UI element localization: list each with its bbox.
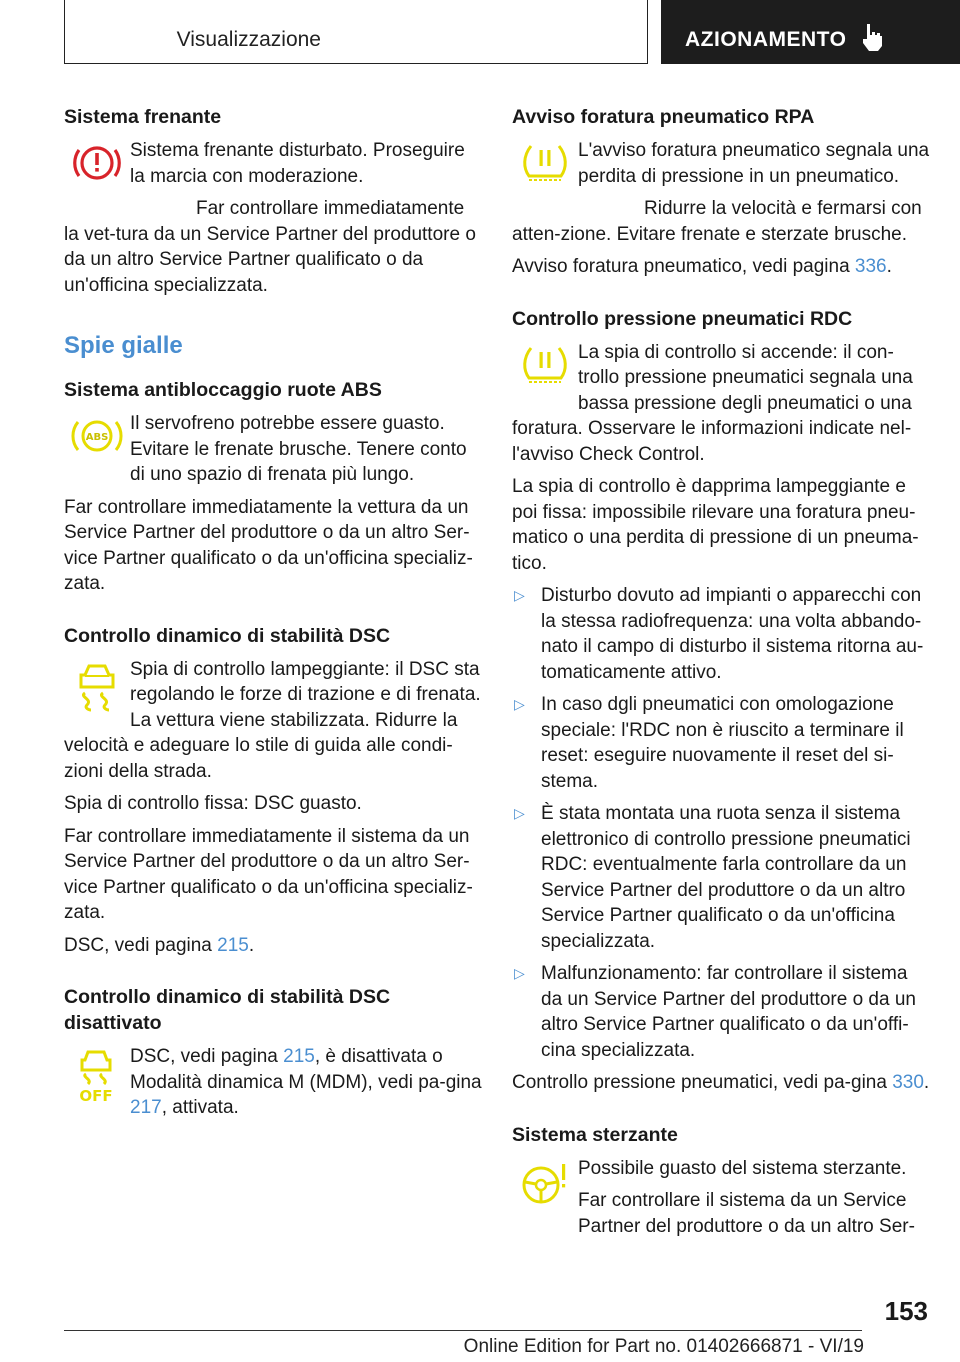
rpa-section	[512, 104, 930, 280]
abs-warning-icon	[64, 411, 130, 473]
dsc-off-section	[64, 984, 482, 1128]
brake-section	[64, 104, 482, 305]
page-header	[64, 0, 960, 66]
steering-title: Sistema sterzante	[512, 1123, 678, 1146]
tire-pressure-warning-icon	[512, 138, 578, 200]
list-item: ▷ È stata montata una ruota senza il sistema elettronico di controllo pressione pneumatici RDC: eventualmente farla controllare da un Service Partner del produttore o da un altro Service Partner qualificato o da un'officina specializzata.	[514, 803, 911, 952]
dsc-text-2: Spia di controllo fissa: DSC guasto.	[64, 793, 362, 814]
list-item: ▷ In caso dgli pneumatici con omologazione speciale: l'RDC non è riuscito a terminare il reset: eseguire nuovamente il reset del si-stema.	[514, 694, 904, 792]
page-number: 153	[884, 1296, 928, 1326]
right-column	[512, 104, 930, 1272]
footer-divider	[64, 1330, 862, 1331]
dsc-section	[64, 623, 482, 959]
rdc-reference: Controllo pressione pneumatici, vedi pa-gina 330.	[512, 1072, 930, 1093]
dsc-off-page-link-2[interactable]: 217	[130, 1097, 162, 1118]
triangle-bullet-icon: ▷	[514, 965, 525, 981]
brake-text-2: Far controllare immediatamente la vet-tura da un Service Partner del produttore o da un altro Service Partner qualificato o da un'officina specializzata.	[64, 198, 476, 296]
header-chapter-tab	[661, 0, 960, 64]
rdc-title: Controllo pressione pneumatici RDC	[512, 307, 853, 330]
header-section-title: Visualizzazione	[176, 28, 321, 51]
hand-pointer-icon	[859, 22, 885, 52]
triangle-bullet-icon: ▷	[514, 587, 525, 603]
rpa-reference: Avviso foratura pneumatico, vedi pagina 336.	[512, 256, 892, 277]
rdc-page-link[interactable]: 330	[892, 1072, 924, 1093]
dsc-off-page-link-1[interactable]: 215	[283, 1046, 315, 1067]
rpa-text-2: Ridurre la velocità e fermarsi con atten-zione. Evitare frenate e sterzate brusche.	[512, 198, 922, 245]
yellow-lights-heading: Spie gialle	[64, 332, 183, 359]
header-section-box	[64, 0, 648, 64]
dsc-off-title: Controllo dinamico di stabilità DSC disattivato	[64, 986, 391, 1034]
steering-text-1: Possibile guasto del sistema sterzante.	[578, 1157, 907, 1179]
abs-section	[64, 377, 482, 597]
list-item: ▷ Malfunzionamento: far controllare il sistema da un Service Partner del produttore o da un altro Service Partner qualificato o da un'offi-cina specializzata.	[514, 963, 916, 1061]
steering-section	[512, 1122, 930, 1247]
rdc-tire-pressure-icon	[512, 340, 578, 402]
header-chapter-title: AZIONAMENTO	[685, 28, 847, 51]
brake-warning-icon	[64, 138, 130, 200]
dsc-off-text: DSC, vedi pagina 215, è disattivata o Modalità dinamica M (MDM), vedi pa-gina 217, attivata.	[130, 1046, 482, 1118]
rdc-section	[512, 306, 930, 1096]
triangle-bullet-icon: ▷	[514, 696, 525, 712]
abs-title: Sistema antibloccaggio ruote ABS	[64, 379, 382, 401]
dsc-text-3: Far controllare immediatamente il sistema da un Service Partner del produttore o da un altro Ser-vice Partner qualificato o da un'officina specializ-zata.	[64, 825, 473, 923]
rpa-text-1: L'avviso foratura pneumatico segnala una perdita di pressione in un pneumatico.	[578, 140, 930, 187]
rpa-page-link[interactable]: 336	[854, 256, 887, 277]
triangle-bullet-icon: ▷	[514, 805, 525, 821]
abs-text-2: Far controllare immediatamente la vettura da un Service Partner del produttore o da un altro Ser-vice Partner qualificato o da un'officina specializ-zata.	[64, 496, 473, 594]
svg-text:OFF: OFF	[79, 1087, 113, 1104]
rdc-text-2: La spia di controllo è dapprima lampeggiante e poi fissa: impossibile rilevare una foratura pneu-matico o una perdita di pressione di un pneuma-tico.	[512, 476, 919, 574]
brake-title: Sistema frenante	[64, 106, 222, 128]
dsc-text-1: Spia di controllo lampeggiante: il DSC sta regolando le forze di trazione e di frenata. La vettura viene stabilizzata. Ridurre la velocità e adeguare lo stile di guida alle condi-zioni della strada.	[64, 658, 481, 782]
dsc-title: Controllo dinamico di stabilità DSC	[64, 624, 391, 647]
left-column	[64, 104, 482, 1154]
svg-text:ABS: ABS	[85, 432, 109, 443]
dsc-page-link[interactable]: 215	[217, 934, 249, 956]
dsc-off-icon	[64, 1044, 130, 1106]
abs-text-1: Il servofreno potrebbe essere guasto. Evitare le frenate brusche. Tenere conto di uno spazio di frenata più lungo.	[130, 413, 467, 485]
rpa-title: Avviso foratura pneumatico RPA	[512, 106, 815, 128]
list-item: ▷ Disturbo dovuto ad impianti o apparecchi con la stessa radiofrequenza: una volta abbando-nato il campo di disturbo il sistema ritorna au-tomaticamente attivo.	[514, 585, 924, 683]
steering-text-2: Far controllare il sistema da un Service Partner del produttore o da un altro Ser-	[578, 1190, 915, 1237]
footer-edition: Online Edition for Part no. 01402666871 - VI/19	[463, 1336, 864, 1357]
steering-wheel-warning-icon	[512, 1156, 578, 1218]
dsc-car-skid-icon	[64, 657, 130, 719]
brake-text-1: Sistema frenante disturbato. Proseguire la marcia con moderazione.	[130, 140, 465, 187]
rdc-causes-list	[512, 583, 930, 1063]
rdc-text-1: La spia di controllo si accende: il con-trollo pressione pneumatici segnala una bassa pressione degli pneumatici o una foratura. Osservare le informazioni indicate nel-l'avviso Check Control.	[512, 341, 913, 465]
dsc-reference: DSC, vedi pagina 215.	[64, 934, 255, 956]
